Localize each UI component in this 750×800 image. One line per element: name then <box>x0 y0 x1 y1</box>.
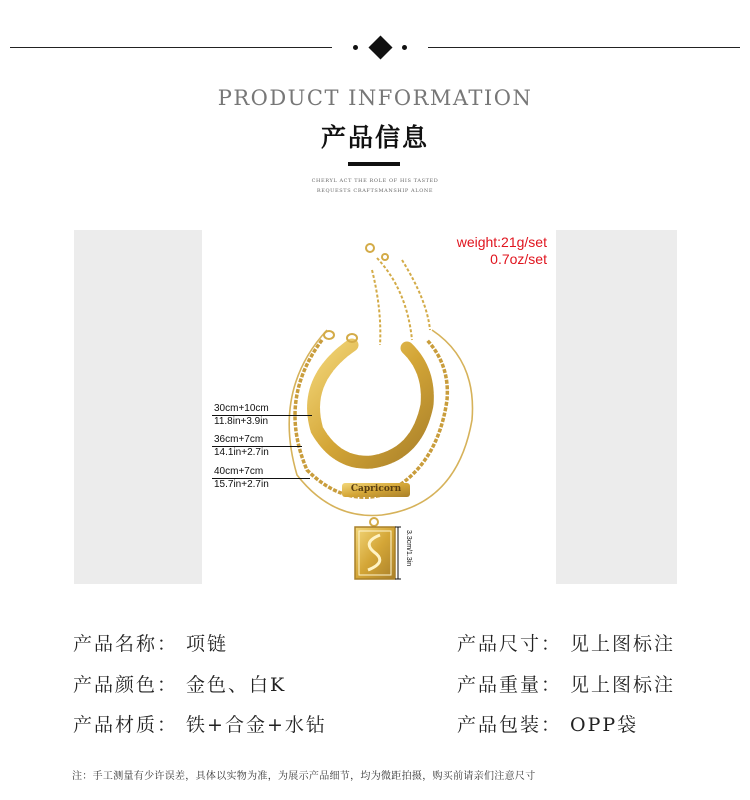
header-dot-right <box>402 45 407 50</box>
dim-1-inch: 11.8in+3.9in <box>214 416 269 427</box>
dim-1-cm: 30cm+10cm <box>214 403 269 414</box>
tagline-2: REQUESTS CRAFTSMANSHIP ALONE <box>316 188 434 194</box>
tagline-1: CHERYL ACT THE ROLE OF HIS TASTED <box>311 178 439 184</box>
header-dot-left <box>353 45 358 50</box>
spec-color: 产品颜色： 金色、白K <box>73 674 287 696</box>
header-diamond-icon <box>368 35 392 59</box>
header-rule-right <box>428 47 740 48</box>
title-underline <box>348 162 400 166</box>
title-chinese: 产品信息 <box>320 123 429 152</box>
side-panel-left <box>74 230 202 584</box>
weight-grams: weight:21g/set <box>456 234 547 250</box>
spec-weight: 产品重量： 见上图标注 <box>457 674 676 696</box>
header-rule-left <box>10 47 332 48</box>
pendant-label: Capricorn <box>350 484 402 494</box>
pendant-size-label: 3.3cm/1.3in <box>405 530 412 567</box>
spec-package: 产品包装： OPP袋 <box>457 714 639 736</box>
weight-ounces: 0.7oz/set <box>490 251 547 267</box>
dim-3-inch: 15.7in+2.7in <box>214 479 269 490</box>
title-english: PRODUCT INFORMATION <box>217 86 533 110</box>
side-panel-right <box>556 230 677 584</box>
dim-3-cm: 40cm+7cm <box>214 466 264 477</box>
spec-size: 产品尺寸： 见上图标注 <box>457 633 676 655</box>
dim-2-cm: 36cm+7cm <box>214 434 264 445</box>
measurement-note: 注：手工测量有少许误差，具体以实物为准，为展示产品细节，均为微距拍摄，购买前请亲们注意尺寸 <box>72 771 536 782</box>
spec-name: 产品名称： 项链 <box>73 633 229 655</box>
spec-material: 产品材质： 铁+合金+水钻 <box>73 714 327 736</box>
dim-2-inch: 14.1in+2.7in <box>214 447 269 458</box>
